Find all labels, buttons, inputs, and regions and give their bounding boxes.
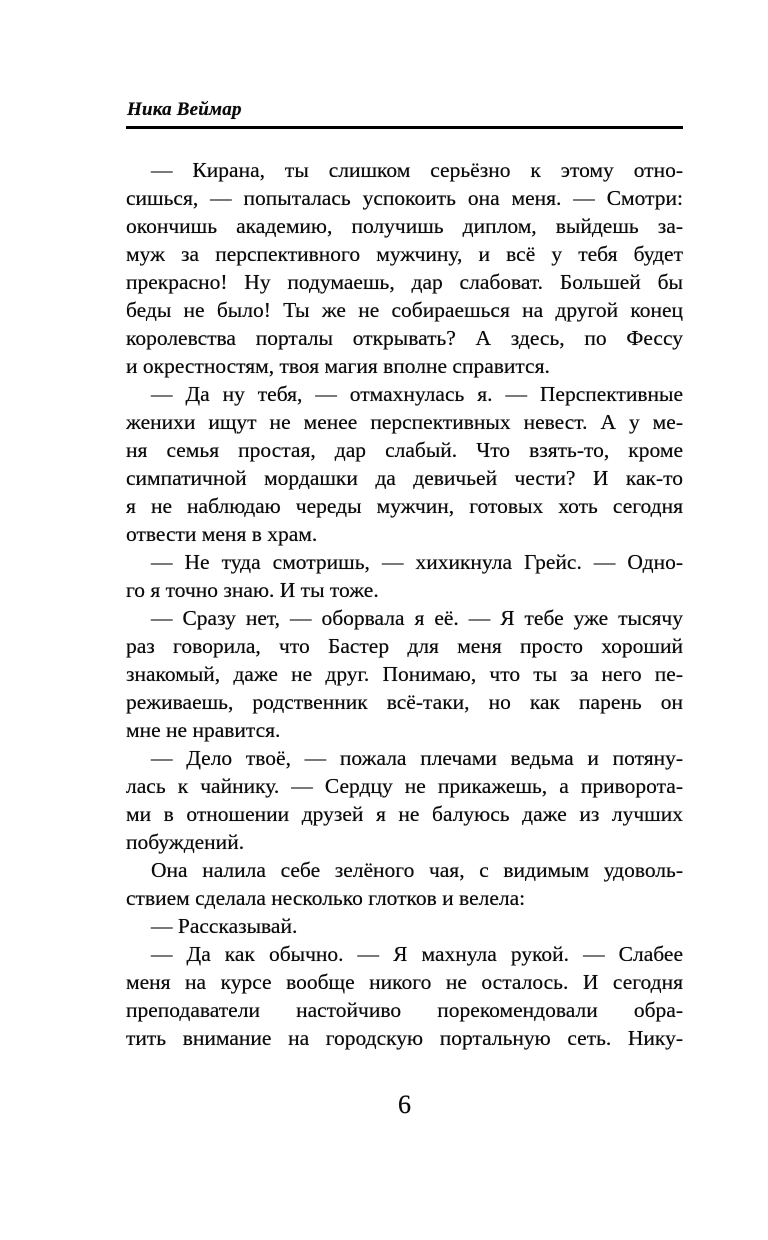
text-line: сишься, — попыталась успокоить она меня. — Смотри: xyxy=(126,186,683,210)
text-line: ня семья простая, дар слабый. Что взять-то, кроме xyxy=(126,438,683,462)
text-line: го я точно знаю. И ты тоже. xyxy=(126,578,379,602)
text-line: реживаешь, родственник всё-таки, но как парень он xyxy=(126,690,683,714)
text-line: тить внимание на городскую портальную сеть. Нику- xyxy=(126,1026,683,1050)
text-line: ми в отношении друзей я не балуюсь даже из лучших xyxy=(126,802,683,826)
text-line: я не наблюдаю череды мужчин, готовых хоть сегодня xyxy=(126,494,683,518)
text-line: — Дело твоё, — пожала плечами ведьма и потяну- xyxy=(151,746,683,770)
text-line: — Сразу нет, — оборвала я её. — Я тебе уже тысячу xyxy=(151,606,683,630)
text-line: мне не нравится. xyxy=(126,718,281,742)
page-number: 6 xyxy=(398,1090,411,1119)
text-line: меня на курсе вообще никого не осталось. И сегодня xyxy=(126,970,683,994)
header-rule xyxy=(126,126,683,129)
text-line: побуждений. xyxy=(126,830,245,854)
text-line: отвести меня в храм. xyxy=(126,522,318,546)
text-line: королевства порталы открывать? А здесь, по Фессу xyxy=(126,326,683,350)
text-line: симпатичной мордашки да девичьей чести? И как-то xyxy=(126,466,683,490)
text-line: и окрестностям, твоя магия вполне справится. xyxy=(126,354,550,378)
text-line: — Да как обычно. — Я махнула рукой. — Слабее xyxy=(151,942,683,966)
text-line: лась к чайнику. — Сердцу не прикажешь, а приворота- xyxy=(126,774,683,798)
text-line: преподаватели настойчиво порекомендовали обра- xyxy=(126,998,683,1022)
text-line: — Да ну тебя, — отмахнулась я. — Перспективные xyxy=(151,382,683,406)
text-line: ствием сделала несколько глотков и велела: xyxy=(126,886,526,910)
text-line: муж за перспективного мужчину, и всё у тебя будет xyxy=(126,242,683,266)
text-line: раз говорила, что Бастер для меня просто хороший xyxy=(126,634,683,658)
text-line: — Не туда смотришь, — хихикнула Грейс. — Одно- xyxy=(151,550,683,574)
body-text xyxy=(126,156,683,1052)
text-line: беды не было! Ты же не собираешься на другой конец xyxy=(126,298,683,322)
text-line: прекрасно! Ну подумаешь, дар слабоват. Большей бы xyxy=(126,270,683,294)
text-line: — Кирана, ты слишком серьёзно к этому отно- xyxy=(151,158,683,182)
text-line: — Рассказывай. xyxy=(151,914,298,938)
text-line: Она налила себе зелёного чая, с видимым удоволь- xyxy=(151,858,683,882)
running-head-author: Ника Веймар xyxy=(127,99,242,120)
text-line: женихи ищут не менее перспективных невест. А у ме- xyxy=(126,410,683,434)
text-line: знакомый, даже не друг. Понимаю, что ты за него пе- xyxy=(126,662,683,686)
text-line: окончишь академию, получишь диплом, выйдешь за- xyxy=(126,214,683,238)
